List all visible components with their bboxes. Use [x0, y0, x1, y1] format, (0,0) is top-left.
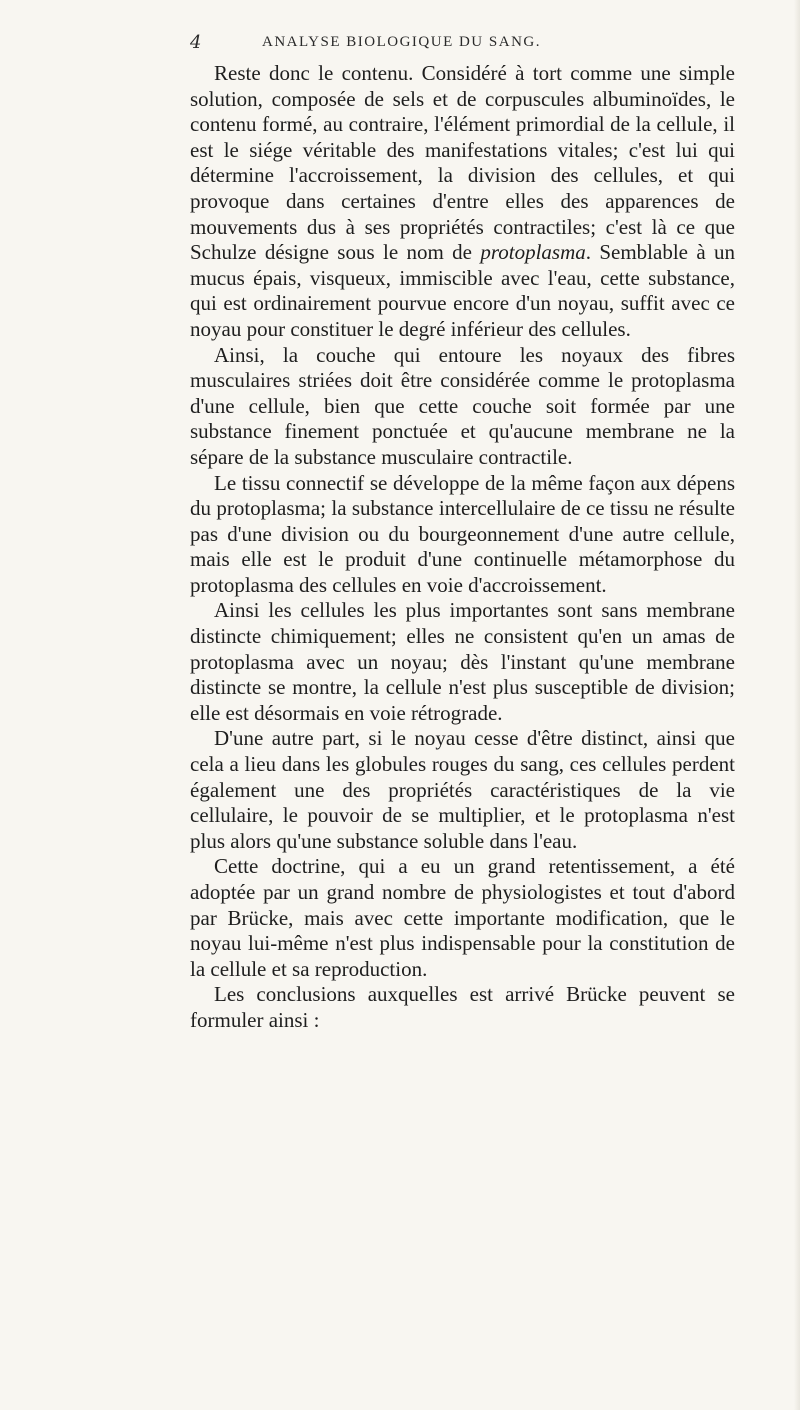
page-header [190, 32, 730, 60]
paragraph: Cette doctrine, qui a eu un grand retentissement, a été adoptée par un grand nombre de physiologistes et tout d'abord par Brücke, mais avec cette importante modification, que le noyau lui-même n'est plus indispensable pour la constitution de la cellule et sa reproduction. [190, 854, 735, 981]
paragraph: D'une autre part, si le noyau cesse d'être distinct, ainsi que cela a lieu dans les globules rouges du sang, ces cellules perdent également une des propriétés caractéristiques de la vie cellulaire, le pouvoir de se multiplier, et le protoplasma n'est plus alors qu'une substance soluble dans l'eau. [190, 726, 735, 853]
page-edge-shadow [794, 0, 800, 1410]
emphasized-term: protoplasma [480, 240, 586, 265]
paragraph: Ainsi, la couche qui entoure les noyaux des fibres musculaires striées doit être considérée comme le protoplasma d'une cellule, bien que cette couche soit formée par une substance finement ponctuée et qu'aucune membrane ne la sépare de la substance musculaire contractile. [190, 342, 735, 469]
paragraph: Ainsi les cellules les plus importantes sont sans membrane distincte chimiquement; elles ne consistent qu'en un amas de protoplasma avec un noyau; dès l'instant qu'une membrane distincte se montre, la cellule n'est plus susceptible de division; elle est désormais en voie rétrograde. [190, 598, 735, 725]
page-number: 4 [190, 32, 202, 53]
body-text [190, 61, 735, 1034]
paragraph-text: Reste donc le contenu. Considéré à tort comme une simple solution, composée de sels et de corpuscules albuminoïdes, le contenu formé, au contraire, l'élément primordial de la cellule, il est le siége véritable des manifestations vitales; c'est lui qui détermine l'accroissement, la division des cellules, et qui provoque dans certaines d'entre elles des apparences de mouvements dus à ses propriétés contractiles; c'est là ce que Schulze désigne sous le nom de [190, 61, 735, 265]
running-title: ANALYSE BIOLOGIQUE DU SANG. [262, 34, 541, 50]
paragraph [190, 61, 735, 343]
paragraph: Le tissu connectif se développe de la même façon aux dépens du protoplasma; la substance intercellulaire de ce tissu ne résulte pas d'une division ou du bourgeonnement d'une autre cellule, mais elle est le produit d'une continuelle métamorphose du protoplasma des cellules en voie d'accroissement. [190, 470, 735, 597]
paragraph: Les conclusions auxquelles est arrivé Brücke peuvent se formuler ainsi : [190, 982, 735, 1032]
paragraph-text: . Semblable à un mucus épais, visqueux, immiscible avec l'eau, cette substance, qui est ordinairement pourvue encore d'un noyau, suffit avec ce noyau pour constituer le degré inférieur des cellules. [190, 240, 735, 341]
